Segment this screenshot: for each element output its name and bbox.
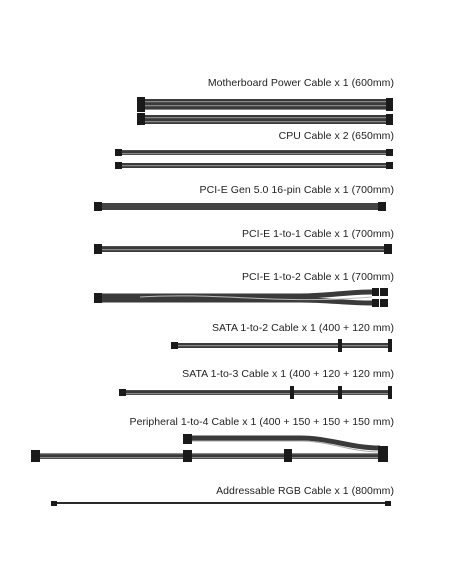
argb-cable xyxy=(51,501,391,506)
pcie-gen5-cable-label: PCI-E Gen 5.0 16-pin Cable x 1 (700mm) xyxy=(199,184,394,196)
motherboard-cable xyxy=(137,97,393,125)
pcie-1to1-cable xyxy=(94,244,392,254)
motherboard-connector-left-2 xyxy=(137,113,145,125)
sata-1to2-cable-label: SATA 1-to-2 Cable x 1 (400 + 120 mm) xyxy=(211,322,394,334)
peripheral-cable-label: Peripheral 1-to-4 Cable x 1 (400 + 150 + 150 + 150 mm) xyxy=(129,416,394,428)
motherboard-connector-right xyxy=(386,98,393,111)
motherboard-connector-right-2 xyxy=(386,114,393,125)
argb-cable-label: Addressable RGB Cable x 1 (800mm) xyxy=(216,485,394,497)
motherboard-connector-left xyxy=(137,97,145,112)
pcie-1to2-cable xyxy=(94,288,388,307)
cpu-cables xyxy=(115,149,393,169)
motherboard-cable-label: Motherboard Power Cable x 1 (600mm) xyxy=(207,77,394,89)
peripheral-cable xyxy=(31,434,388,462)
sata-1to3-cable xyxy=(119,386,392,399)
sata-1to2-cable xyxy=(171,339,392,352)
sata-1to3-cable-label: SATA 1-to-3 Cable x 1 (400 + 120 + 120 mm) xyxy=(182,368,394,380)
pcie-gen5-cable xyxy=(94,202,386,211)
cpu-cable-label: CPU Cable x 2 (650mm) xyxy=(278,130,394,142)
pcie-1to1-cable-label: PCI-E 1-to-1 Cable x 1 (700mm) xyxy=(241,228,394,240)
pcie-1to2-cable-label: PCI-E 1-to-2 Cable x 1 (700mm) xyxy=(241,271,394,283)
